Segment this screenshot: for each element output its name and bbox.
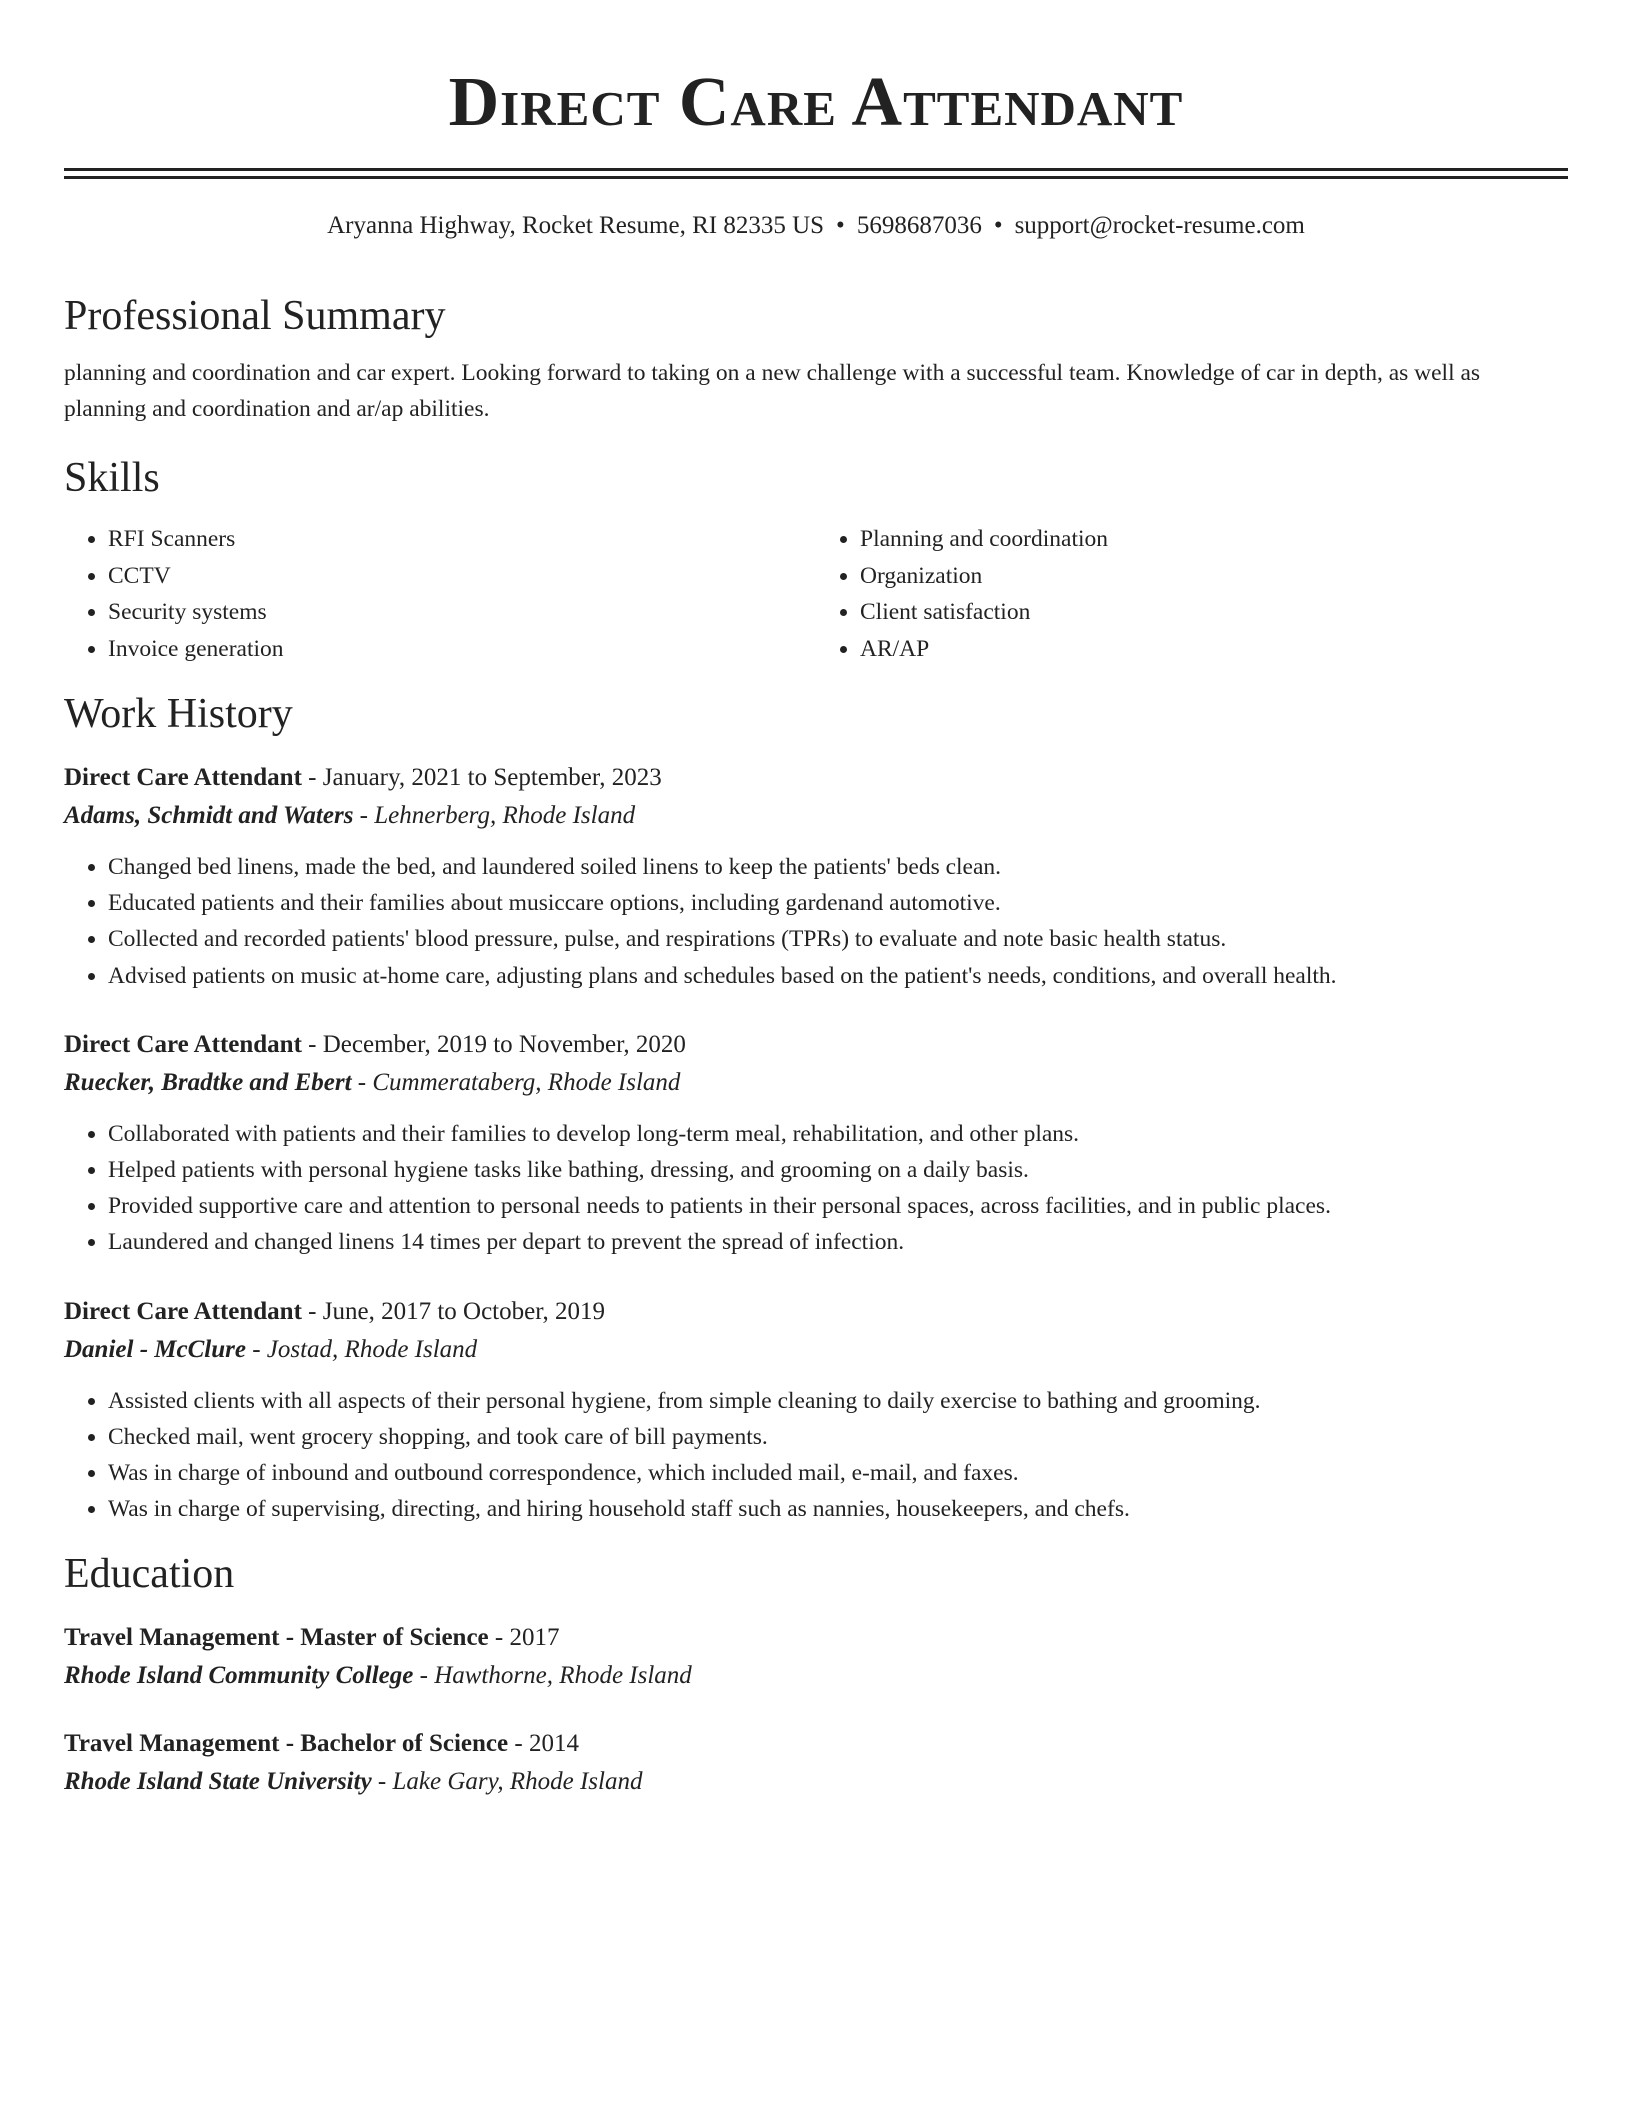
job-bullet: • Checked mail, went grocery shopping, and took care of bill payments. <box>108 1419 1568 1455</box>
education-school: Rhode Island Community College <box>64 1662 414 1690</box>
job-dates: January, 2021 to September, 2023 <box>322 764 662 791</box>
education-entry <box>64 1619 1568 1695</box>
job-bullet: • Was in charge of supervising, directing, and hiring household staff such as nannies, housekeepers, and chefs. <box>108 1491 1568 1527</box>
job-location: Lehnerberg, Rhode Island <box>374 802 636 829</box>
job-bullets <box>64 849 1568 994</box>
contact-line <box>64 209 1568 243</box>
skill-item: • CCTV <box>108 558 816 595</box>
job-header <box>64 1026 1568 1064</box>
header-double-rule <box>64 168 1568 179</box>
education-entry <box>64 1725 1568 1801</box>
job-employer <box>64 1064 1568 1102</box>
skill-item: • Invoice generation <box>108 631 816 668</box>
education-school: Rhode Island State University <box>64 1768 372 1796</box>
education-year: 2014 <box>528 1730 579 1758</box>
job-company: Adams, Schmidt and Waters <box>64 802 354 829</box>
dash: - <box>353 802 375 829</box>
section-title-skills: Skills <box>64 455 160 501</box>
skill-item: • Organization <box>860 558 1568 595</box>
job-location: Cummerataberg, Rhode Island <box>372 1068 681 1096</box>
skills-right-list <box>816 521 1568 667</box>
job-entry <box>64 1026 1568 1261</box>
job-header <box>64 759 1568 797</box>
education-institution <box>64 1763 1568 1801</box>
skills-left-list <box>64 521 816 667</box>
dash: - <box>488 1624 510 1652</box>
education-location: Lake Gary, Rhode Island <box>392 1768 643 1796</box>
job-role: Direct Care Attendant <box>64 1030 302 1058</box>
job-dates: June, 2017 to October, 2019 <box>322 1297 606 1325</box>
job-role: Direct Care Attendant <box>64 1297 302 1325</box>
job-company: Ruecker, Bradtke and Ebert <box>64 1068 352 1096</box>
job-bullet: • Educated patients and their families about musiccare options, including gardenand automotive. <box>108 885 1568 921</box>
job-bullet: • Changed bed linens, made the bed, and laundered soiled linens to keep the patients' beds clean. <box>108 849 1568 885</box>
job-header <box>64 1293 1568 1331</box>
job-entry <box>64 1293 1568 1528</box>
skill-item: • Security systems <box>108 594 816 631</box>
job-bullet: • Collected and recorded patients' blood pressure, pulse, and respirations (TPRs) to evaluate and note basic health status. <box>108 921 1568 957</box>
job-location: Jostad, Rhode Island <box>266 1335 478 1363</box>
education-institution <box>64 1657 1568 1695</box>
job-bullets <box>64 1383 1568 1528</box>
job-role: Direct Care Attendant <box>64 764 302 791</box>
skill-item: • RFI Scanners <box>108 521 816 558</box>
contact-separator: • <box>836 212 845 239</box>
job-bullet: • Was in charge of inbound and outbound correspondence, which included mail, e-mail, and faxes. <box>108 1455 1568 1491</box>
contact-email: support@rocket-resume.com <box>1014 212 1305 239</box>
job-bullet: • Collaborated with patients and their families to develop long-term meal, rehabilitation, and other plans. <box>108 1116 1568 1152</box>
job-bullet: • Assisted clients with all aspects of their personal hygiene, from simple cleaning to daily exercise to bathing and grooming. <box>108 1383 1568 1419</box>
skills-columns <box>64 521 1568 667</box>
dash: - <box>508 1730 529 1758</box>
dash: - <box>301 764 323 791</box>
resume-name: Direct Care Attendant <box>448 64 1184 141</box>
job-employer <box>64 797 1568 835</box>
section-title-work-history: Work History <box>64 691 293 737</box>
education-degree: Travel Management - Master of Science <box>64 1624 489 1652</box>
job-bullets <box>64 1116 1568 1261</box>
dash: - <box>301 1297 323 1325</box>
education-location: Hawthorne, Rhode Island <box>434 1662 692 1690</box>
contact-phone: 5698687036 <box>856 212 982 239</box>
dash: - <box>245 1335 267 1363</box>
dash: - <box>351 1068 373 1096</box>
education-degree: Travel Management - Bachelor of Science <box>64 1730 509 1758</box>
education-year: 2017 <box>509 1624 560 1652</box>
education-header <box>64 1725 1568 1763</box>
dash: - <box>371 1768 393 1796</box>
contact-address: Aryanna Highway, Rocket Resume, RI 82335 US <box>327 212 825 239</box>
contact-separator: • <box>993 212 1003 239</box>
dash: - <box>301 1030 323 1058</box>
job-bullet: • Advised patients on music at-home care, adjusting plans and schedules based on the patient's needs, conditions, and overall health. <box>108 958 1568 994</box>
skill-item: • Planning and coordination <box>860 521 1568 558</box>
summary-text: planning and coordination and car expert. Looking forward to taking on a new challenge with a successful team. Knowledge of car in depth, as well as planning and coordination and ar/ap abilities. <box>64 360 1481 422</box>
job-bullet: • Helped patients with personal hygiene tasks like bathing, dressing, and grooming on a daily basis. <box>108 1152 1568 1188</box>
job-bullet: • Provided supportive care and attention to personal needs to patients in their personal spaces, across facilities, and in public places. <box>108 1188 1568 1224</box>
section-title-education: Education <box>64 1551 235 1598</box>
job-employer <box>64 1331 1568 1369</box>
job-entry <box>64 759 1568 994</box>
education-header <box>64 1619 1568 1657</box>
skill-item: • Client satisfaction <box>860 594 1568 631</box>
skill-item: • AR/AP <box>860 631 1568 668</box>
job-company: Daniel - McClure <box>64 1335 246 1363</box>
section-title-summary: Professional Summary <box>64 293 446 339</box>
dash: - <box>413 1662 435 1690</box>
job-bullet: • Laundered and changed linens 14 times per depart to prevent the spread of infection. <box>108 1224 1568 1260</box>
job-dates: December, 2019 to November, 2020 <box>322 1030 686 1058</box>
